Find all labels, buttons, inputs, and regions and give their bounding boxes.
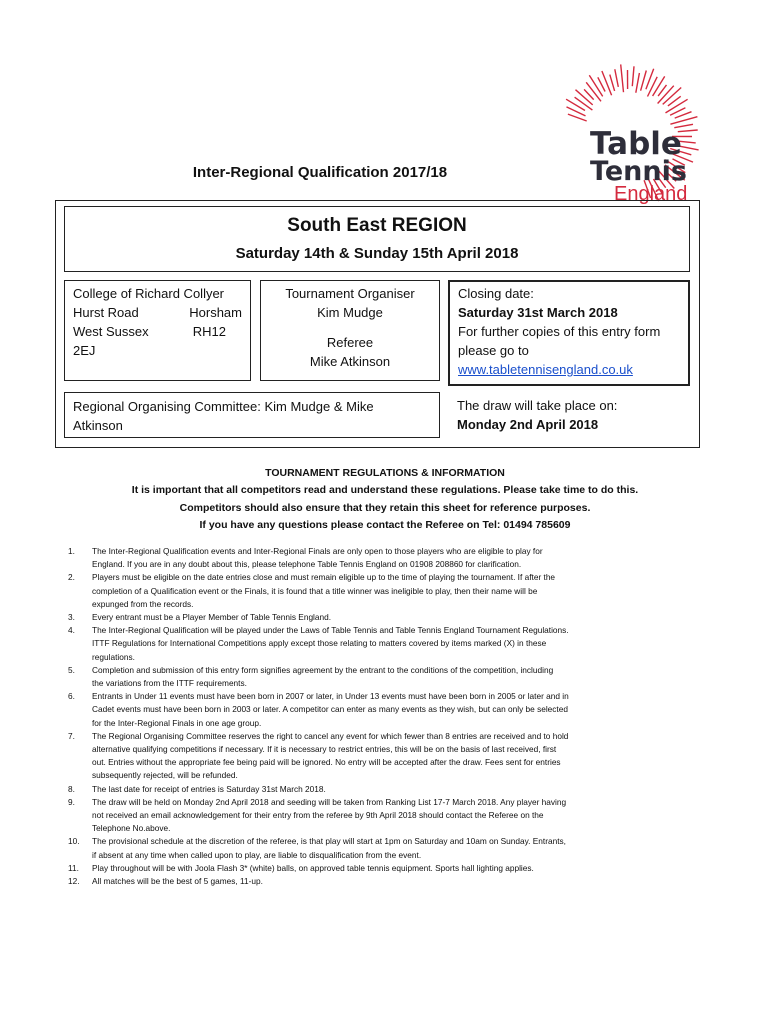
- regulation-number: 8.: [68, 783, 75, 794]
- logo-arc-line: [663, 88, 682, 105]
- logo-arc-line: [675, 112, 692, 118]
- logo-arc-line: [636, 73, 640, 93]
- logo-arc-line: [621, 64, 624, 92]
- regulation-item: [68, 796, 680, 836]
- venue-county-row: [73, 322, 242, 341]
- venue-county: West Sussex: [73, 324, 149, 339]
- regulation-text-line: alternative qualifying competitions if necessary. If it is necessary to restrict entries, this will be on the basis of last received, first: [92, 744, 557, 755]
- regulation-number: 4.: [68, 625, 75, 636]
- venue-name: College of Richard Collyer: [73, 286, 225, 301]
- regulation-text-line: ITTF Regulations for International Competitions apply except those relating to matters covered by items marked (X) in these: [92, 638, 547, 649]
- closing-date: Saturday 31st March 2018: [458, 305, 618, 320]
- region-header-box: [64, 206, 690, 272]
- referee-label: Referee: [326, 335, 374, 350]
- regulations-intro-2: Competitors should also ensure that they retain this sheet for reference purposes.: [179, 501, 591, 514]
- logo-arc-line: [641, 71, 647, 91]
- regulation-text-line: Play throughout will be with Joola Flash 3* (white) balls, on approved table tennis equipment. Sports hall lighting applies.: [92, 862, 534, 873]
- regulation-text-line: Players must be eligible on the date entries close and must remain eligible up to the time of playing the tournament. If after the: [92, 572, 556, 583]
- committee-box: [64, 392, 440, 438]
- regulation-text-line: Every entrant must be a Player Member of Table Tennis England.: [92, 612, 332, 623]
- venue-address-row: [73, 303, 242, 322]
- region-title: South East REGION: [287, 215, 467, 236]
- regulations-header: [0, 465, 770, 534]
- regulations-intro-1: It is important that all competitors read and understand these regulations. Please take time to do this.: [131, 484, 639, 497]
- regulation-text-line: The draw will be held on Monday 2nd April 2018 and seeding will be taken from Ranking List 17-7 March 2018. Any player having: [92, 796, 567, 807]
- regulation-number: 6.: [68, 691, 75, 702]
- regulation-text-line: The provisional schedule at the discretion of the referee, is that play will start at 1pm on Saturday and 10am on Sunday. Entrants,: [92, 836, 566, 847]
- regulation-number: 11.: [68, 862, 79, 873]
- regulation-text-line: The Inter-Regional Qualification events and Inter-Regional Finals are only open to those players who are eligible to play for: [92, 546, 543, 556]
- draw-date: Monday 2nd April 2018: [457, 417, 599, 432]
- page-subtitle: Inter-Regional Qualification 2017/18: [192, 164, 448, 181]
- regulation-item: [68, 545, 680, 571]
- regulation-number: 3.: [68, 612, 75, 623]
- regulation-text-line: regulations.: [92, 651, 135, 662]
- copies-line-1: For further copies of this entry form: [458, 324, 661, 339]
- regulation-text-line: Entrants in Under 11 events must have been born in 2007 or later, in Under 13 events must have been born in 2005 or later and in: [92, 691, 569, 702]
- regulation-text-line: the variations from the ITTF requirements.: [92, 678, 247, 689]
- organiser-label: Tournament Organiser: [285, 286, 415, 301]
- regulation-item: [68, 783, 680, 796]
- logo-arc-line: [670, 117, 697, 125]
- logo-text-tennis: Tennis: [590, 156, 687, 187]
- regulation-item: [68, 862, 680, 875]
- regulation-text-line: England. If you are in any doubt about this, please telephone Table Tennis England on 01908 208860 for clarification.: [92, 559, 522, 570]
- regulation-text-line: Cadet events must have been born in 2003 or later. A competitor can enter as many events as they wish, but can only be selected: [92, 704, 568, 715]
- regulation-text-line: subsequently rejected, will be refunded.: [92, 770, 238, 781]
- logo-arc-line: [632, 66, 634, 86]
- regulation-number: 12.: [68, 876, 80, 887]
- regulation-text-line: The Regional Organising Committee reserves the right to cancel any event for which fewer than 8 entries are received and to hold: [92, 730, 569, 741]
- logo-text-table: Table: [590, 126, 682, 162]
- regulation-item: [68, 664, 680, 690]
- table-tennis-england-logo: [530, 56, 700, 206]
- regulation-text-line: if absent at any time when called upon to play, are liable to disqualification from the event.: [92, 849, 422, 860]
- regulation-text-line: All matches will be the best of 5 games, 11-up.: [92, 876, 263, 887]
- copies-line-2: please go to: [458, 343, 529, 358]
- logo-arc-line: [615, 69, 619, 87]
- event-dates: Saturday 14th & Sunday 15th April 2018: [235, 245, 519, 262]
- closing-date-box: [448, 280, 690, 386]
- officials-box: [260, 280, 440, 381]
- regulation-item: [68, 730, 680, 783]
- website-link[interactable]: www.tabletennisengland.co.uk: [458, 362, 633, 377]
- draw-label: The draw will take place on:: [457, 398, 618, 413]
- logo-arc-line: [666, 99, 688, 113]
- logo-arc-line: [586, 82, 601, 101]
- regulations-title: TOURNAMENT REGULATIONS & INFORMATION: [265, 467, 505, 479]
- logo-arc-line: [589, 75, 602, 96]
- regulation-number: 1.: [68, 546, 75, 556]
- logo-text-england: England: [614, 183, 688, 205]
- regulation-text-line: out. Entries without the appropriate fee being paid will be ignored. No entry will be accepted after the draw. Fees sent for entries: [92, 757, 561, 768]
- regulation-text-line: not received an email acknowledgement for their entry from the referee by 9th April 2018 should contact the Referee on the: [92, 810, 544, 821]
- organiser-name: Kim Mudge: [317, 305, 383, 320]
- logo-arc-line: [576, 90, 593, 105]
- regulation-item: [68, 690, 680, 730]
- regulation-number: 9.: [68, 796, 75, 807]
- logo-arc-line: [575, 97, 593, 110]
- regulation-text-line: expunged from the records.: [92, 598, 194, 609]
- regulation-item: [68, 624, 680, 664]
- referee-name: Mike Atkinson: [309, 354, 391, 369]
- regulation-number: 2.: [68, 572, 75, 583]
- logo-arc-line: [653, 76, 665, 96]
- regulation-text-line: Telephone No.above.: [92, 823, 171, 834]
- regulations-list: [68, 545, 680, 888]
- logo-arc-line: [610, 75, 615, 91]
- venue-postcode-b: 2EJ: [73, 343, 96, 358]
- regulation-number: 5.: [68, 664, 75, 675]
- regulation-text-line: Completion and submission of this entry form signifies agreement by the entrant to the conditions of the competition, including: [92, 664, 554, 675]
- venue-town: Horsham: [189, 305, 242, 320]
- regulation-text-line: completion of a Qualification event or the Finals, it is found that a title winner was ineligible to play, then their name will be: [92, 585, 538, 596]
- regulation-text-line: The Inter-Regional Qualification will be played under the Laws of Table Tennis and Table Tennis England Tournament Regulations.: [92, 625, 569, 636]
- regulation-item: [68, 835, 680, 861]
- regulations-intro-3: If you have any questions please contact the Referee on Tel: 01494 785609: [199, 518, 571, 531]
- committee-line-1: Regional Organising Committee: Kim Mudge & Mike: [73, 399, 374, 414]
- regulation-item: [68, 611, 680, 624]
- regulation-text-line: The last date for receipt of entries is Saturday 31st March 2018.: [92, 783, 326, 794]
- regulation-item: [68, 875, 680, 888]
- regulation-number: 10.: [68, 836, 80, 847]
- closing-label: Closing date:: [458, 286, 534, 301]
- venue-box: [64, 280, 251, 381]
- venue-road: Hurst Road: [73, 305, 139, 320]
- regulation-number: 7.: [68, 730, 75, 741]
- draw-info: [457, 396, 692, 434]
- regulation-text-line: for the Inter-Regional Finals in one age group.: [92, 717, 262, 728]
- regulation-item: [68, 571, 680, 611]
- venue-postcode-a: RH12: [192, 324, 226, 339]
- committee-line-2: Atkinson: [73, 418, 123, 433]
